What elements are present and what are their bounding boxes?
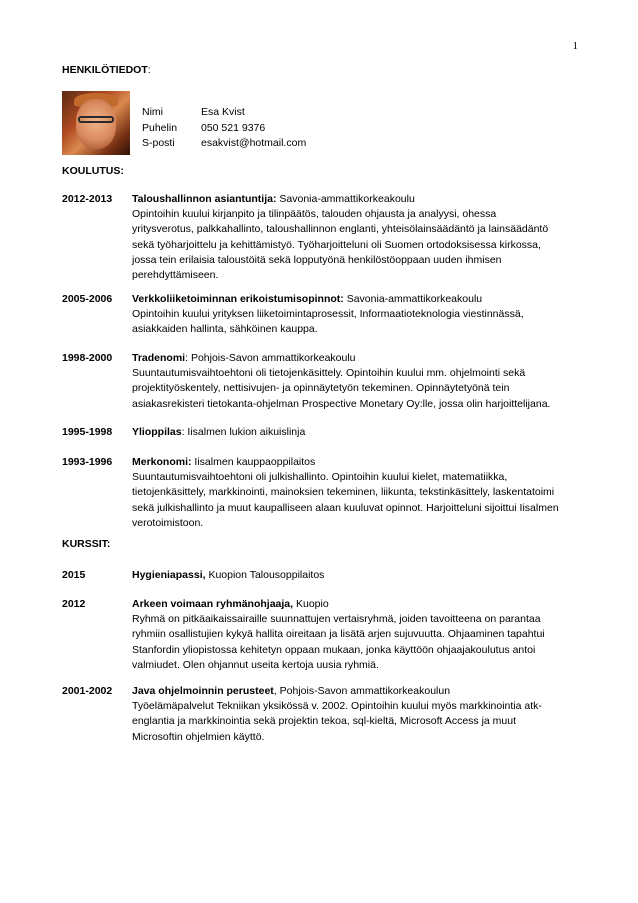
- entry-institution: Kuopion Talousoppilaitos: [205, 569, 325, 581]
- contact-details: [142, 105, 306, 152]
- entry-institution: Iisalmen kauppaoppilaitos: [191, 456, 316, 468]
- entry-years: 2015: [62, 569, 86, 581]
- entry-body: [132, 351, 587, 412]
- personal-info-heading: [62, 64, 151, 76]
- entry-text-line: valmiudet. Olen ohjannut useita kertoja uusia ryhmiä.: [132, 658, 379, 671]
- portrait-photo-icon: [62, 91, 130, 155]
- entry-years: 1993-1996: [62, 456, 113, 468]
- entry-text-line: projektityöskentely, nettisivujen- ja opinnäytetyön tekeminen. Opinnäytetyönä tein: [132, 382, 510, 395]
- entry-title-line: [132, 597, 587, 612]
- contact-row-email: [142, 136, 306, 152]
- entry-body: [132, 684, 587, 745]
- personal-info-heading-colon: :: [147, 64, 151, 76]
- entry-years: 2001-2002: [62, 685, 113, 697]
- entry-text-line: Opintoihin kuului kirjanpito ja tilinpäätös, talouden ohjausta ja analyysi, ohessa: [132, 208, 497, 221]
- contact-label: Nimi: [142, 106, 163, 118]
- entry-title-line: [132, 568, 587, 583]
- entry-title: Verkkoliiketoiminnan erikoistumisopinnot:: [132, 293, 344, 305]
- entry-text-line: sekä julkishallinto ja muut kaupalliseen alaan kuuluvat opinnot. Harjoitteluni sijoittui Iisalmen: [132, 501, 559, 514]
- entry-body: [132, 292, 587, 338]
- entry-years: 2005-2006: [62, 293, 113, 305]
- entry-years: 2012: [62, 598, 86, 610]
- entry-title: Ylioppilas: [132, 426, 182, 438]
- entry-title: Arkeen voimaan ryhmänohjaaja,: [132, 598, 294, 610]
- entry-title-line: [132, 684, 587, 699]
- entry-text-line: verotoimistoon.: [132, 516, 204, 529]
- entry-institution: : Iisalmen lukion aikuislinja: [181, 426, 306, 438]
- entry-text-line: yritysverotus, palkkahallinto, taloushallinnon englanti, yhteisölainsäädäntö ja lainsäädäntö: [132, 223, 549, 236]
- entry-title-line: [132, 455, 587, 470]
- contact-value: Esa Kvist: [201, 106, 245, 118]
- photo-glasses: [78, 116, 114, 123]
- entry-institution: Savonia-ammattikorkeakoulu: [276, 193, 415, 205]
- entry-text-line: perehdyttämiseen.: [132, 269, 219, 282]
- entry-text-line: Opintoihin kuului yrityksen liiketoimintaprosessit, Informaatioteknologia viestinnässä,: [132, 308, 524, 321]
- entry-text-line: jossa tein erilaisia taloustöitä sekä lopputyönä henkilöstöoppaan uuden ihmisen: [132, 253, 502, 266]
- education-heading: KOULUTUS:: [62, 165, 124, 177]
- entry-years: 1995-1998: [62, 426, 113, 438]
- entry-title: Tradenomi: [132, 352, 186, 364]
- entry-body: [132, 568, 587, 583]
- entry-body: [132, 455, 587, 531]
- entry-text-line: Ryhmä on pitkäaikaissairaille suunnattujen vertaisryhmä, joiden tavoitteena on parantaa: [132, 613, 541, 626]
- entry-text-line: ryhmiin osallistujien kykyä hallita oireitaan ja lisätä arjen sujuvuutta. Ohjaaminen tapahtui: [132, 628, 545, 641]
- entry-institution: Kuopio: [293, 598, 329, 610]
- courses-heading: KURSSIT:: [62, 538, 111, 550]
- entry-text-line: tietojenkäsittely, markkinointi, mainoksien tekeminen, liikunta, tekstinkäsittely, laskentatoimi: [132, 486, 555, 499]
- entry-text-line: Suuntautumisvaihtoehtoni oli julkishallinto. Opintoihin kuului kielet, matematiikka,: [132, 471, 508, 484]
- contact-row-phone: [142, 121, 306, 137]
- entry-text-line: Työelämäpalvelut Tekniikan yksikössä v. 2002. Opintoihin kuului myös markkinointia atk-: [132, 700, 542, 713]
- entry-institution: , Pohjois-Savon ammattikorkeakoulun: [273, 685, 451, 697]
- contact-value: 050 521 9376: [201, 121, 266, 134]
- entry-body: [132, 425, 587, 440]
- entry-title-line: [132, 292, 587, 307]
- personal-info-heading-text: HENKILÖTIEDOT: [62, 64, 148, 76]
- photo-face: [76, 99, 116, 149]
- entry-text-line: Suuntautumisvaihtoehtoni oli tietojenkäsittely. Opintoihin kuului mm. ohjelmointi sekä: [132, 367, 526, 380]
- entry-text-line: Microsoftin ohjelmien käyttö.: [132, 730, 265, 743]
- entry-title: Java ohjelmoinnin perusteet: [132, 685, 274, 697]
- entry-title: Hygieniapassi,: [132, 569, 206, 581]
- entry-years: 2012-2013: [62, 193, 113, 205]
- entry-text-line: Stanfordin yliopistossa kehitetyn oppaan mukaan, jonka käyttöön ohjaajakoulutus antoi: [132, 643, 536, 656]
- page-number: 1: [572, 40, 578, 52]
- entry-text-line: asiakasrekisteri tietokanta-ohjelman Prospective Monetary Oy:lle, jossa olin harjoittelijana.: [132, 397, 551, 410]
- entry-years: 1998-2000: [62, 352, 113, 364]
- entry-text-line: asiakkaiden hallinta, sähköinen kauppa.: [132, 323, 318, 336]
- entry-title: Taloushallinnon asiantuntija:: [132, 193, 277, 205]
- entry-body: [132, 192, 587, 283]
- entry-title-line: [132, 351, 587, 366]
- entry-body: [132, 597, 587, 673]
- entry-title: Merkonomi:: [132, 456, 192, 468]
- contact-value: esakvist@hotmail.com: [201, 137, 307, 149]
- contact-label: Puhelin: [142, 121, 178, 134]
- contact-label: S-posti: [142, 137, 175, 149]
- entry-title-line: [132, 192, 587, 207]
- contact-row-name: [142, 105, 306, 121]
- entry-title-line: [132, 425, 587, 440]
- entry-text-line: sekä työharjoittelu ja kehittämistyö. Työharjoitteluni oli Suomen ortodoksisessa kirkossa,: [132, 238, 541, 251]
- entry-institution: Savonia-ammattikorkeakoulu: [343, 293, 483, 305]
- entry-institution: : Pohjois-Savon ammattikorkeakoulu: [185, 352, 356, 364]
- entry-text-line: englantia ja markkinointia sekä projektin tekoa, sql-kieltä, Microsoft Access ja muut: [132, 715, 517, 728]
